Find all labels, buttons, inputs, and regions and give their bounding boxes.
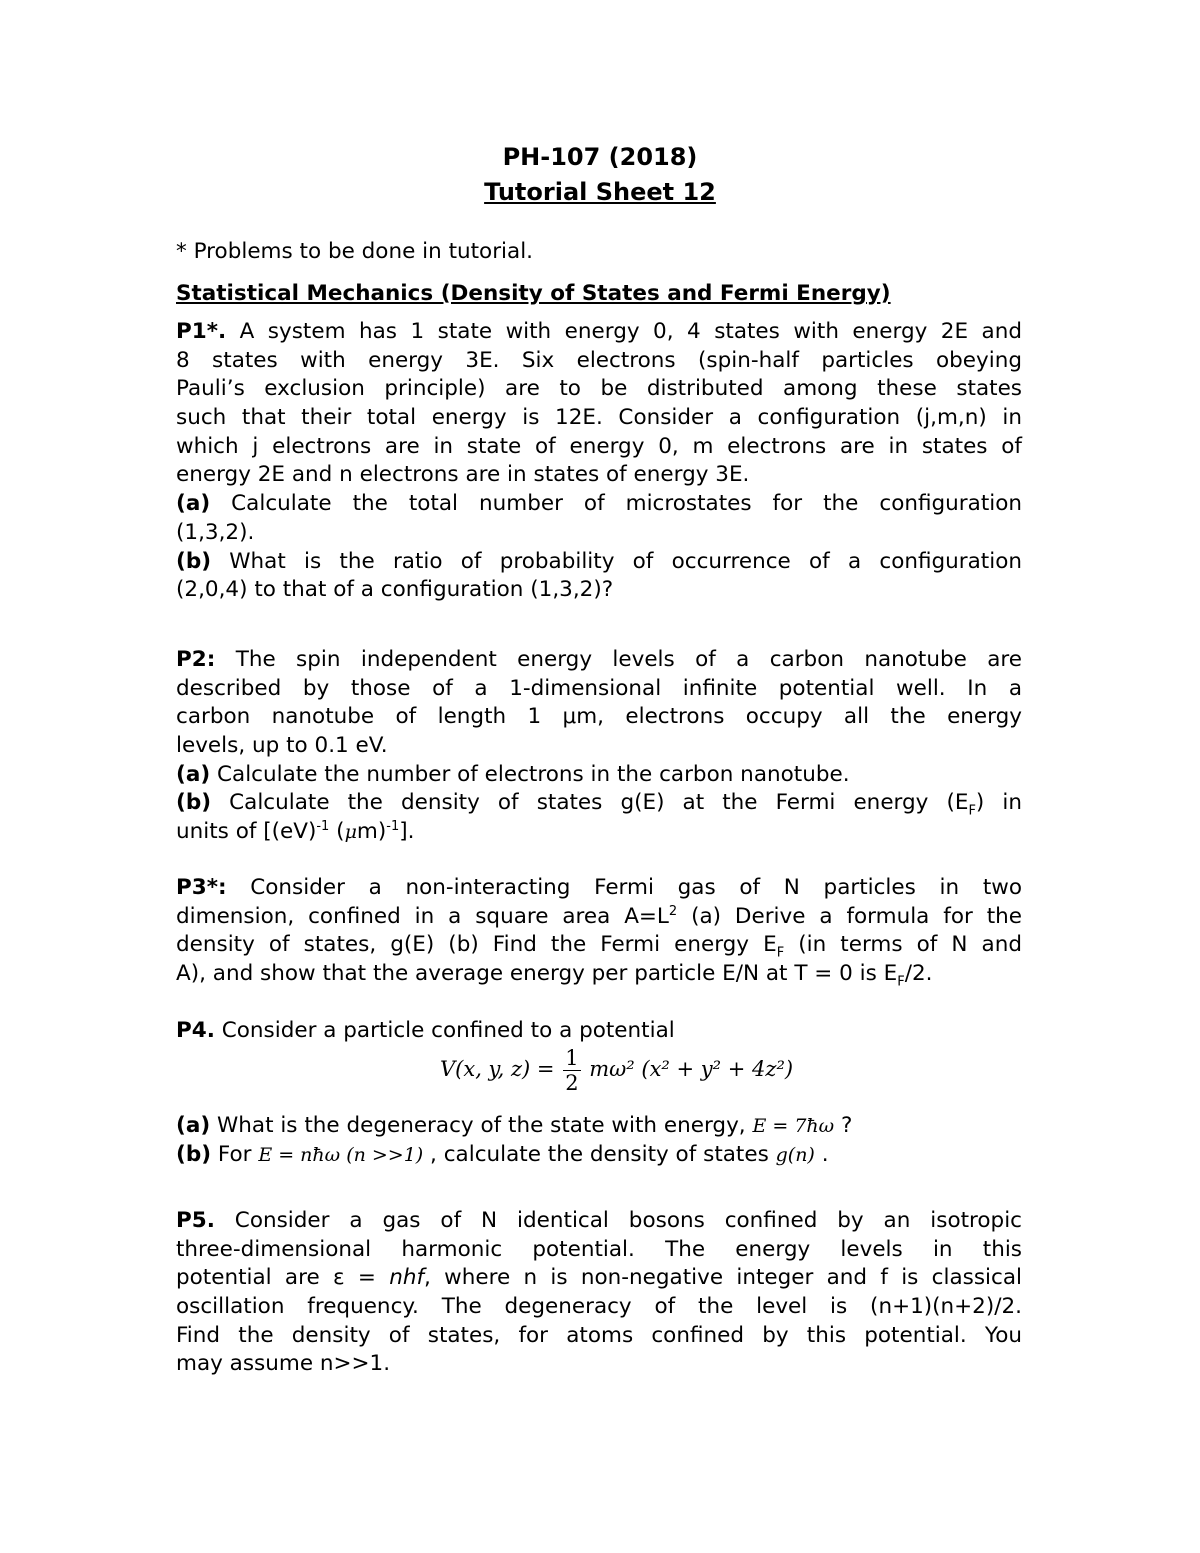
p1-part-a-cont: (1,3,2). bbox=[176, 519, 255, 545]
p2-part-b-cont: units of [(eV)$^{-1}$ $(\mu m)^{-1}$]. bbox=[176, 818, 415, 845]
p2-line-2: described by those of a 1-dimensional infinite potential well. In a bbox=[176, 675, 1022, 701]
p5-line-1: P5. Consider a gas of N identical bosons confined by an isotropic bbox=[176, 1208, 1022, 1233]
p2-line-3: carbon nanotube of length 1 μm, electrons occupy all the energy bbox=[176, 704, 1022, 730]
problem-p1 bbox=[176, 318, 1022, 605]
problem-p4-parts bbox=[176, 1112, 1022, 1169]
problem-p2 bbox=[176, 646, 1022, 847]
p5-line-6: may assume n>>1. bbox=[176, 1351, 391, 1377]
p5-line-3: potential are ε = nhf, where n is non-negative integer and f is classical bbox=[176, 1265, 1022, 1291]
p2-part-b: (b) Calculate the density of states g(E) at the Fermi energy $(E_F)$ in bbox=[176, 790, 1022, 819]
p4-potential-equation: V(x, y, z) = $\frac{1}{2}$ mω² (x² + y² + 4z²) bbox=[440, 1046, 794, 1095]
section-heading: Statistical Mechanics (Density of States and Fermi Energy) bbox=[176, 281, 891, 306]
p3-line-2: dimension, confined in a square area $A=L^2$ (a) Derive a formula for the bbox=[176, 903, 1022, 929]
p1-part-b: (b) What is the ratio of probability of occurrence of a configuration bbox=[176, 548, 1022, 574]
tutorial-note: * Problems to be done in tutorial. bbox=[176, 239, 534, 264]
p1-line-6: energy 2E and n electrons are in states of energy 3E. bbox=[176, 462, 750, 488]
course-title: PH-107 (2018) bbox=[502, 143, 698, 171]
p4-part-a: (a) What is the degeneracy of the state with energy, E = 7ħω ? bbox=[176, 1113, 853, 1138]
p5-line-2: three-dimensional harmonic potential. The energy levels in this bbox=[176, 1236, 1022, 1262]
p5-line-4: oscillation frequency. The degeneracy of the level is (n+1)(n+2)/2. bbox=[176, 1294, 1022, 1320]
p3-line-3: density of states, g(E) (b) Find the Fermi energy $E_F$ (in terms of N and bbox=[176, 932, 1022, 961]
p1-line-4: such that their total energy is 12E. Consider a configuration (j,m,n) in bbox=[176, 405, 1022, 431]
p1-line-1: P1*. A system has 1 state with energy 0, 4 states with energy 2E and bbox=[176, 319, 1022, 344]
problem-p5 bbox=[176, 1207, 1022, 1379]
p2-line-1: P2: The spin independent energy levels of a carbon nanotube are bbox=[176, 647, 1022, 672]
p2-part-a: (a) Calculate the number of electrons in the carbon nanotube. bbox=[176, 761, 850, 787]
one-half-fraction: $\frac{1}{2}$ bbox=[565, 1046, 579, 1095]
p1-part-a: (a) Calculate the total number of microstates for the configuration bbox=[176, 491, 1022, 517]
problem-p3 bbox=[176, 874, 1022, 989]
p1-label: P1*. bbox=[176, 319, 227, 344]
p4-part-b: (b) For E = nħω (n >>1) , calculate the density of states g(n) . bbox=[176, 1141, 829, 1167]
p1-line-5: which j electrons are in state of energy 0, m electrons are in states of bbox=[176, 433, 1022, 459]
p3-line-4: A), and show that the average energy per particle E/N at T = 0 is $E_F/2$. bbox=[176, 961, 933, 990]
p2-line-4: levels, up to 0.1 eV. bbox=[176, 733, 388, 759]
p5-line-5: Find the density of states, for atoms confined by this potential. You bbox=[176, 1322, 1022, 1348]
problem-p4 bbox=[176, 1017, 1022, 1046]
p1-line-2: 8 states with energy 3E. Six electrons (spin-half particles obeying bbox=[176, 347, 1022, 373]
p3-line-1: P3*: Consider a non-interacting Fermi gas of N particles in two bbox=[176, 875, 1022, 900]
p1-line-3: Pauli’s exclusion principle) are to be distributed among these states bbox=[176, 376, 1022, 402]
p4-intro: P4. Consider a particle confined to a potential bbox=[176, 1018, 675, 1043]
p1-part-b-cont: (2,0,4) to that of a configuration (1,3,2)? bbox=[176, 577, 614, 603]
sheet-title: Tutorial Sheet 12 bbox=[484, 178, 716, 206]
